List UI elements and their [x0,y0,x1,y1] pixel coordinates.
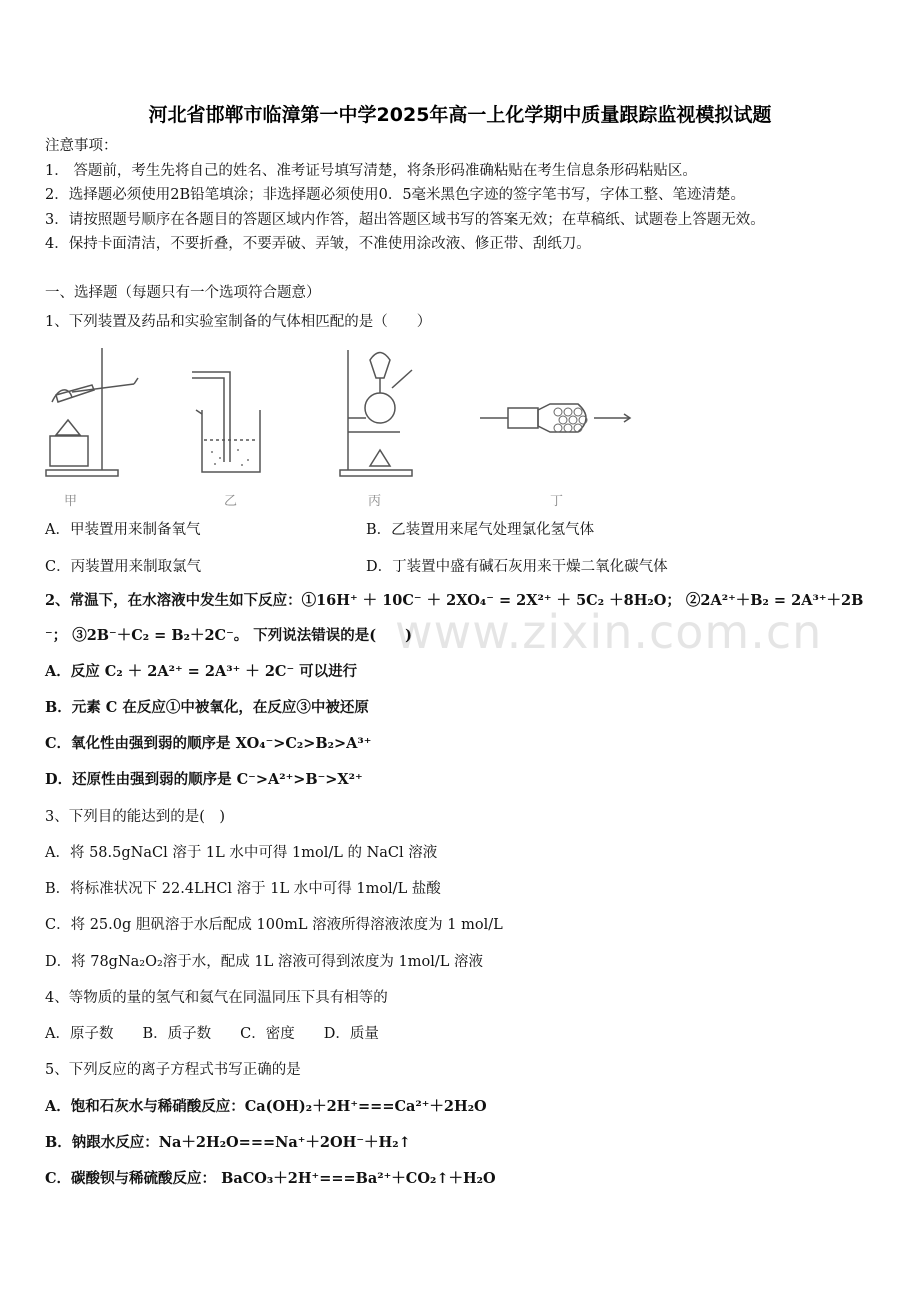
question-2-stem: 2、常温下，在水溶液中发生如下反应：①16H⁺ ＋ 10C⁻ ＋ 2XO₄⁻ = 2X²⁺ ＋ 5C₂ ＋8H₂O； ②2A²⁺＋B₂ = 2A³⁺＋2B [45,592,864,609]
notice-item: 1． 答题前，考生先将自己的姓名、准考证号填写清楚，将条形码准确粘贴在考生信息条形码粘贴区。 [45,163,697,179]
apparatus-jia-image [42,340,142,480]
q3-option-d: D．将 78gNa₂O₂溶于水，配成 1L 溶液可得到浓度为 1mol/L 溶液 [45,954,483,970]
question-3-stem: 3、下列目的能达到的是( ) [45,809,226,825]
q2-option-b: B．元素 C 在反应①中被氧化，在反应③中被还原 [45,699,369,716]
section-heading: 一、选择题（每题只有一个选项符合题意） [45,285,321,301]
apparatus-bing-image [330,340,430,480]
q5-option-b: B．钠跟水反应：Na＋2H₂O===Na⁺＋2OH⁻＋H₂↑ [45,1134,411,1151]
watermark: www.zixin.com.cn [395,605,823,659]
question-4-stem: 4、等物质的量的氢气和氦气在同温同压下具有相等的 [45,990,388,1006]
notice-heading: 注意事项： [45,138,118,154]
apparatus-label: 甲 [64,494,78,509]
notice-item: 3．请按照题号顺序在各题目的答题区域内作答，超出答题区域书写的答案无效；在草稿纸、试题卷上答题无效。 [45,212,765,228]
q3-option-c: C．将 25.0g 胆矾溶于水后配成 100mL 溶液所得溶液浓度为 1 mol/L [45,917,503,933]
q2-option-c: C．氧化性由强到弱的顺序是 XO₄⁻>C₂>B₂>A³⁺ [45,735,372,752]
apparatus-yi-image [190,340,270,480]
notice-item: 2．选择题必须使用2B铅笔填涂；非选择题必须使用0．5毫米黑色字迹的签字笔书写，字体工整、笔迹清楚。 [45,187,746,203]
q5-option-c: C．碳酸钡与稀硫酸反应： BaCO₃＋2H⁺===Ba²⁺＋CO₂↑＋H₂O [45,1170,496,1187]
question-2-stem-cont: ⁻； ③2B⁻＋C₂ = B₂＋2C⁻。 下列说法错误的是( ) [45,627,412,644]
question-1-stem: 1、下列装置及药品和实验室制备的气体相匹配的是（ ） [45,314,432,330]
q1-option-c: C．丙装置用来制取氯气 [45,559,202,575]
apparatus-label: 丁 [550,494,564,509]
page-title: 河北省邯郸市临漳第一中学2025年高一上化学期中质量跟踪监视模拟试题 [148,104,772,126]
notice-item: 4．保持卡面清洁，不要折叠，不要弄破、弄皱，不准使用涂改液、修正带、刮纸刀。 [45,236,591,252]
apparatus-label: 乙 [224,494,238,509]
q2-option-d: D．还原性由强到弱的顺序是 C⁻>A²⁺>B⁻>X²⁺ [45,771,363,788]
q3-option-b: B．将标准状况下 22.4LHCl 溶于 1L 水中可得 1mol/L 盐酸 [45,881,441,897]
q1-option-b: B．乙装置用来尾气处理氯化氢气体 [366,522,595,538]
q3-option-a: A．将 58.5gNaCl 溶于 1L 水中可得 1mol/L 的 NaCl 溶液 [45,845,438,861]
q4-options: A．原子数 B．质子数 C．密度 D．质量 [45,1026,379,1042]
q5-option-a: A．饱和石灰水与稀硝酸反应：Ca(OH)₂＋2H⁺===Ca²⁺＋2H₂O [45,1098,487,1115]
q1-option-a: A．甲装置用来制备氧气 [45,522,201,538]
apparatus-ding-image [478,340,638,480]
q2-option-a: A．反应 C₂ ＋ 2A²⁺ = 2A³⁺ ＋ 2C⁻ 可以进行 [45,663,358,680]
q1-option-d: D．丁装置中盛有碱石灰用来干燥二氧化碳气体 [366,559,668,575]
apparatus-label: 丙 [368,494,382,509]
question-5-stem: 5、下列反应的离子方程式书写正确的是 [45,1062,301,1078]
